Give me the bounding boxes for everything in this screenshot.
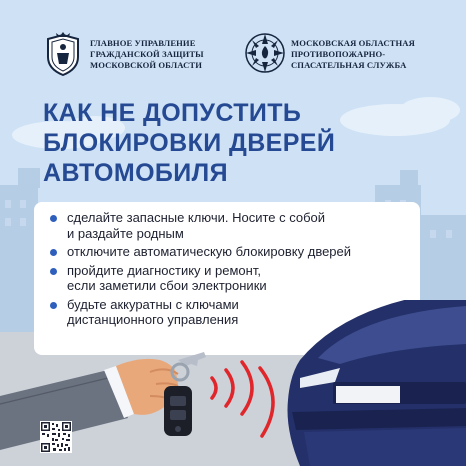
right-org-name <box>291 38 415 71</box>
tip-item <box>50 210 351 241</box>
fire-rescue-emblem-icon <box>244 31 286 75</box>
wireless-signal-icon <box>212 362 273 436</box>
qr-code-icon <box>40 421 72 453</box>
right-org-line: СПАСАТЕЛЬНАЯ СЛУЖБА <box>291 60 407 70</box>
car-front-icon <box>288 300 466 466</box>
moscow-region-coat-of-arms-icon <box>44 31 82 77</box>
tip-text: будьте аккуратны с ключами <box>67 296 239 312</box>
car-key-fob-icon <box>164 352 206 436</box>
tip-text: и раздайте родным <box>67 225 184 241</box>
tip-text: отключите автоматическую блокировку дверей <box>67 244 352 259</box>
page-title <box>43 98 335 188</box>
bullet-dot-icon <box>50 249 57 256</box>
hand-holding-key-icon <box>0 359 178 450</box>
left-org-line: ГЛАВНОЕ УПРАВЛЕНИЕ <box>90 38 196 48</box>
tip-item <box>50 244 351 260</box>
left-org-line: МОСКОВСКОЙ ОБЛАСТИ <box>90 60 203 70</box>
title-line: БЛОКИРОВКИ ДВЕРЕЙ <box>43 129 336 157</box>
tip-item <box>50 263 351 294</box>
tip-text: пройдите диагностику и ремонт, <box>67 262 261 278</box>
title-line: КАК НЕ ДОПУСТИТЬ <box>43 99 302 127</box>
left-org-name <box>90 38 204 71</box>
tip-text: дистанционного управления <box>67 312 239 327</box>
title-line: АВТОМОБИЛЯ <box>43 159 228 187</box>
bullet-dot-icon <box>50 215 57 222</box>
right-org-line: ПРОТИВОПОЖАРНО- <box>291 49 386 59</box>
right-org-line: МОСКОВСКАЯ ОБЛАСТНАЯ <box>291 38 415 48</box>
tip-text: если заметили сбои электроники <box>67 278 267 293</box>
bullet-dot-icon <box>50 268 57 275</box>
left-org-line: ГРАЖДАНСКОЙ ЗАЩИТЫ <box>90 49 204 59</box>
tip-text: сделайте запасные ключи. Носите с собой <box>67 210 326 225</box>
